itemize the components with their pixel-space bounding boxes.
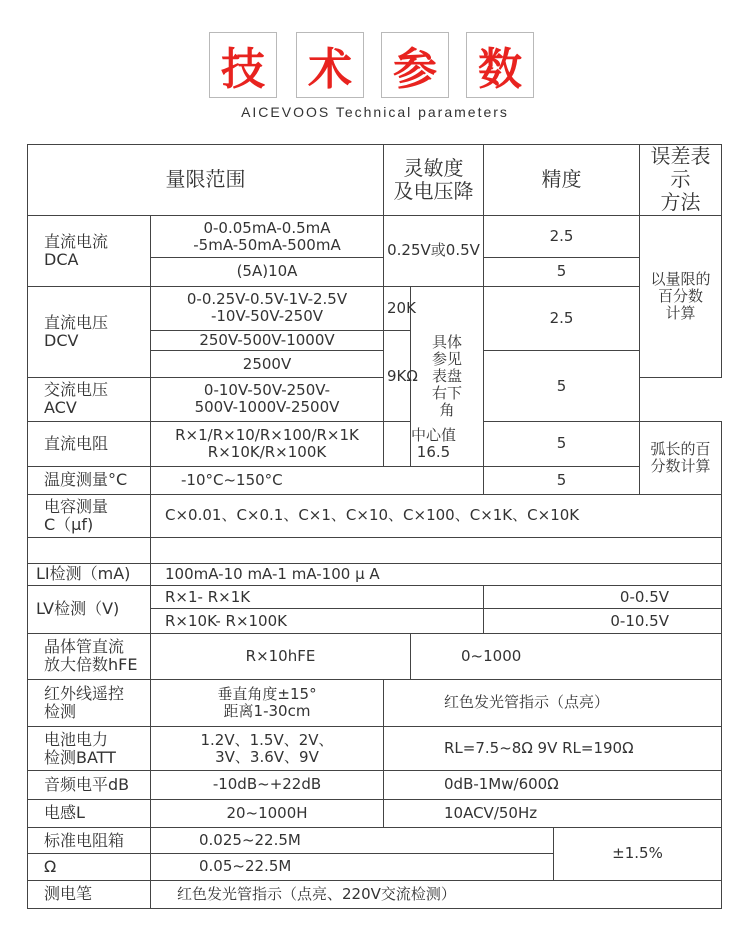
batt-range-line: 3V、3.6V、9V (215, 747, 319, 766)
dca-accuracy-2: 5 (484, 258, 640, 286)
lv-range-1: R×1- R×1K (151, 586, 484, 609)
ir-range (151, 680, 384, 727)
header-error-line: 误差表示 (650, 144, 711, 192)
ir-label-line: 红外线遥控 (44, 683, 125, 703)
header-sensitivity-line: 及电压降 (393, 178, 474, 203)
error-arc-line: 分数计算 (650, 457, 711, 476)
hfe-label (28, 633, 151, 680)
capacitance-label-line: 电容测量 (44, 496, 109, 516)
table-row (28, 799, 722, 827)
empty-cell (151, 537, 722, 563)
lv-value-2: 0-10.5V (484, 609, 722, 633)
lv-value-1: 0-0.5V (484, 586, 722, 609)
table-row (28, 215, 722, 258)
dca-label (28, 215, 151, 286)
dca-range-line: -5mA-50mA-500mA (193, 235, 341, 254)
resistance-accuracy: 5 (484, 422, 640, 467)
ir-range-line: 垂直角度±15° (217, 684, 317, 703)
pen-value: 红色发光管指示（点亮、220V交流检测） (151, 880, 722, 908)
resistor-box-label: 标准电阻箱 (28, 827, 151, 853)
table-row (28, 286, 722, 331)
dcv-sensitivity-2: 9KΩ (384, 331, 411, 422)
header-sensitivity-line: 灵敏度 (403, 155, 464, 180)
pen-label: 测电笔 (28, 880, 151, 908)
lv-label: LV检测（V) (28, 586, 151, 634)
table-row (28, 145, 722, 216)
table-row (28, 633, 722, 680)
audio-label: 音频电平dB (28, 771, 151, 799)
dial-note-line: 具体 (431, 332, 462, 351)
table-row (28, 771, 722, 799)
dca-label-line: DCA (44, 249, 79, 269)
error-arc-length (640, 422, 722, 495)
lv-range-2: R×10K- R×100K (151, 609, 484, 633)
table-row (28, 495, 722, 538)
batt-range (151, 726, 384, 771)
empty-cell (28, 537, 151, 563)
error-arc-line: 弧长的百 (650, 440, 711, 459)
title-char: 数 (466, 32, 534, 98)
dial-note-line: 角 (439, 400, 455, 419)
resistance-range-line: R×1/R×10/R×100/R×1K (175, 425, 359, 444)
acv-range-line: 0-10V-50V-250V- (203, 381, 331, 400)
dcv-range-3: 2500V (151, 351, 384, 377)
acv-label-line: ACV (44, 398, 77, 418)
batt-range-line: 1.2V、1.5V、2V、 (200, 730, 334, 749)
resistor-box-range-1: 0.025~22.5M (151, 827, 554, 853)
dcv-accuracy: 2.5 (484, 286, 640, 351)
resistor-box-range-2: 0.05~22.5M (151, 854, 554, 880)
table-row (28, 827, 722, 853)
header-accuracy: 精度 (484, 145, 640, 216)
title-char: 技 (209, 32, 277, 98)
capacitance-label (28, 495, 151, 538)
dcv-range-line: -10V-50V-250V (210, 307, 324, 326)
dial-note-line: 表盘 (431, 366, 462, 385)
resistance-range (151, 422, 384, 467)
error-percent-line: 计算 (665, 303, 696, 322)
table-row (28, 563, 722, 585)
error-percent-line: 以量限的 (650, 269, 711, 288)
acv-range-line: 500V-1000V-2500V (194, 398, 340, 417)
header-error-method (640, 145, 722, 216)
hfe-label-line: 放大倍数hFE (44, 655, 138, 675)
table-row (28, 680, 722, 727)
dca-range-1 (151, 215, 384, 258)
title-char: 参 (381, 32, 449, 98)
ir-label (28, 680, 151, 727)
batt-label-line: 检测BATT (44, 747, 116, 767)
dcv-range-1 (151, 286, 384, 331)
resistance-sensitivity (384, 422, 484, 467)
temperature-label: 温度测量°C (28, 466, 151, 494)
resistance-sensitivity-line: 16.5 (416, 442, 451, 461)
error-percent-line: 百分数 (657, 286, 703, 305)
error-percent-range (640, 215, 722, 377)
resistance-range-line: R×10K/R×100K (207, 442, 327, 461)
audio-range: -10dB~+22dB (151, 771, 384, 799)
resistance-sensitivity-line: 中心值 (410, 425, 456, 444)
spec-table (27, 144, 722, 909)
dial-note-line: 右下 (431, 383, 462, 402)
header-sensitivity (384, 145, 484, 216)
header-range: 量限范围 (28, 145, 384, 216)
inductance-value: 10ACV/50Hz (384, 799, 722, 827)
ir-range-line: 距离1-30cm (223, 701, 311, 720)
dca-range-line: 0-0.05mA-0.5mA (203, 218, 331, 237)
inductance-range: 20~1000H (151, 799, 384, 827)
li-label: LI检测（mA) (28, 563, 151, 585)
acv-label (28, 377, 151, 422)
table-row (28, 586, 722, 609)
li-range: 100mA-10 mA-1 mA-100 μ A (151, 563, 722, 585)
temperature-accuracy: 5 (484, 466, 640, 494)
ir-value: 红色发光管指示（点亮） (384, 680, 722, 727)
batt-label (28, 726, 151, 771)
dcv-sensitivity-1: 20K (384, 286, 411, 331)
dcv-label (28, 286, 151, 377)
page-subtitle: AICEVOOS Technical parameters (241, 104, 509, 120)
table-row (28, 726, 722, 771)
capacitance-range: C×0.01、C×0.1、C×1、C×10、C×100、C×1K、C×10K (151, 495, 722, 538)
resistor-box-unit: Ω (28, 854, 151, 880)
table-row (28, 880, 722, 908)
hfe-range: R×10hFE (151, 633, 411, 680)
temperature-range: -10°C~150°C (151, 466, 484, 494)
capacitance-label-line: C（μf) (44, 514, 94, 534)
audio-value: 0dB-1Mw/600Ω (384, 771, 722, 799)
table-row (28, 466, 722, 494)
acv-accuracy: 5 (484, 351, 640, 422)
dcv-range-2: 250V-500V-1000V (151, 331, 384, 351)
ir-label-line: 检测 (44, 701, 77, 721)
batt-label-line: 电池电力 (44, 729, 109, 749)
resistance-label: 直流电阻 (28, 422, 151, 467)
dcv-range-line: 0-0.25V-0.5V-1V-2.5V (186, 290, 348, 309)
table-row (28, 537, 722, 563)
resistor-box-accuracy: ±1.5% (554, 827, 722, 880)
inductance-label: 电感L (28, 799, 151, 827)
title-char: 术 (296, 32, 364, 98)
hfe-value: 0~1000 (411, 633, 722, 680)
table-row (28, 422, 722, 467)
dca-range-2: (5A)10A (151, 258, 384, 286)
dca-accuracy-1: 2.5 (484, 215, 640, 258)
page-title (0, 28, 750, 123)
dca-label-line: 直流电流 (44, 231, 109, 251)
batt-value: RL=7.5~8Ω 9V RL=190Ω (384, 726, 722, 771)
acv-range (151, 377, 384, 422)
header-error-line: 方法 (660, 190, 701, 215)
dcv-label-line: DCV (44, 330, 79, 350)
dial-note-line: 参见 (431, 349, 462, 368)
acv-label-line: 交流电压 (44, 380, 109, 400)
dcv-label-line: 直流电压 (44, 312, 109, 332)
dca-sensitivity: 0.25V或0.5V (384, 215, 484, 286)
hfe-label-line: 晶体管直流 (44, 637, 125, 657)
